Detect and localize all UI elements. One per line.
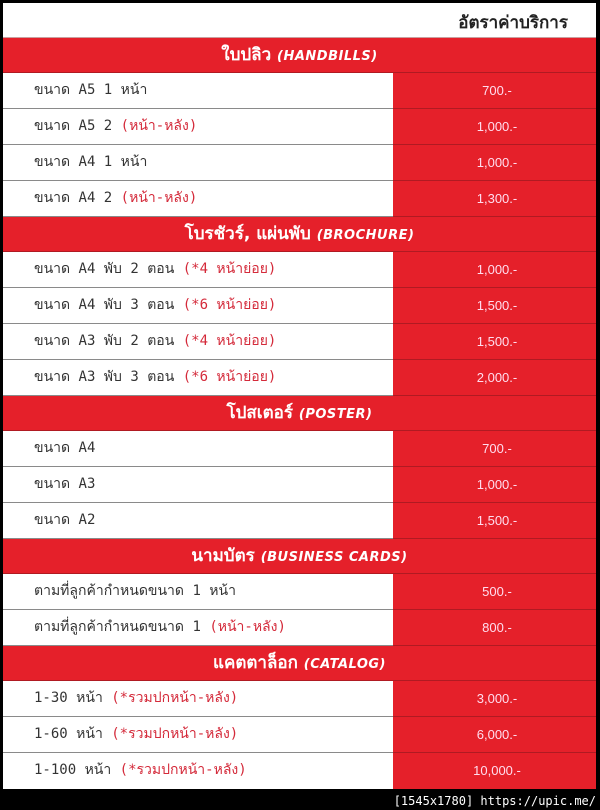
item-note: (หน้า-หลัง) <box>120 190 198 206</box>
item-label <box>3 181 393 217</box>
item-note: (*6 หน้าย่อย) <box>182 297 277 313</box>
item-price: 1,500.- <box>393 324 596 360</box>
item-text: 1-30 หน้า <box>34 690 112 706</box>
section-header-brochure <box>3 217 596 252</box>
table-row <box>3 288 596 324</box>
item-text: ขนาด A4 2 <box>34 190 121 206</box>
section-header-catalog <box>3 646 596 681</box>
section-title-th: แคตตาล็อก <box>212 653 298 673</box>
item-price: 1,000.- <box>393 252 596 288</box>
section-title-th: นามบัตร <box>191 546 255 566</box>
item-price: 1,000.- <box>393 467 596 503</box>
item-price: 3,000.- <box>393 681 596 717</box>
item-price: 1,300.- <box>393 181 596 217</box>
section-title-en: (CATALOG) <box>303 657 386 672</box>
table-row <box>3 610 596 646</box>
section-title-th: โบรชัวร์, แผ่นพับ <box>184 224 311 244</box>
table-row <box>3 681 596 717</box>
item-label <box>3 467 393 503</box>
item-note: (หน้า-หลัง) <box>209 619 286 635</box>
item-note: (*6 หน้าย่อย) <box>182 369 277 385</box>
item-label <box>3 574 393 610</box>
table-row <box>3 753 596 789</box>
item-label <box>3 431 393 467</box>
item-text: ขนาด A5 1 หน้า <box>34 82 148 98</box>
item-text: ขนาด A4 พับ 3 ตอน <box>34 297 183 313</box>
item-text: ขนาด A3 พับ 3 ตอน <box>34 369 183 385</box>
item-text: 1-60 หน้า <box>34 726 112 742</box>
section-title-en: (BUSINESS CARDS) <box>260 550 408 565</box>
item-label <box>3 288 393 324</box>
table-row <box>3 360 596 396</box>
item-text: ขนาด A3 พับ 2 ตอน <box>34 333 183 349</box>
item-price: 2,000.- <box>393 360 596 396</box>
item-price: 800.- <box>393 610 596 646</box>
item-price: 700.- <box>393 73 596 109</box>
table-row <box>3 252 596 288</box>
item-price: 700.- <box>393 431 596 467</box>
table-row <box>3 145 596 181</box>
item-price: 500.- <box>393 574 596 610</box>
item-note: (*รวมปกหน้า-หลัง) <box>111 690 239 706</box>
table-row <box>3 73 596 109</box>
item-price: 1,500.- <box>393 288 596 324</box>
item-label <box>3 145 393 181</box>
item-price: 6,000.- <box>393 717 596 753</box>
item-price: 1,500.- <box>393 503 596 539</box>
item-label <box>3 503 393 539</box>
item-note: (*4 หน้าย่อย) <box>182 333 277 349</box>
section-header-handbills <box>3 38 596 73</box>
table-row <box>3 467 596 503</box>
page-title: อัตราค่าบริการ <box>458 13 568 33</box>
table-row <box>3 431 596 467</box>
item-note: (หน้า-หลัง) <box>120 118 198 134</box>
item-note: (*รวมปกหน้า-หลัง) <box>119 762 247 778</box>
item-price: 1,000.- <box>393 145 596 181</box>
item-label <box>3 717 393 753</box>
item-label <box>3 610 393 646</box>
item-text: ตามที่ลูกค้ากำหนดขนาด 1 <box>34 619 210 635</box>
section-title-th: ใบปลิว <box>221 45 272 65</box>
table-row <box>3 717 596 753</box>
table-row <box>3 574 596 610</box>
item-text: ตามที่ลูกค้ากำหนดขนาด 1 หน้า <box>34 583 236 599</box>
item-text: ขนาด A4 พับ 2 ตอน <box>34 261 183 277</box>
section-title-th: โปสเตอร์ <box>226 403 293 423</box>
item-text: ขนาด A3 <box>34 476 96 492</box>
item-label <box>3 753 393 789</box>
item-label <box>3 252 393 288</box>
item-price: 10,000.- <box>393 753 596 789</box>
item-text: 1-100 หน้า <box>34 762 120 778</box>
item-label <box>3 681 393 717</box>
item-label <box>3 109 393 145</box>
footer-bar <box>0 789 600 810</box>
section-title-en: (HANDBILLS) <box>277 49 378 64</box>
price-table <box>3 3 596 789</box>
price-column-header <box>3 3 596 38</box>
item-label <box>3 73 393 109</box>
table-row <box>3 181 596 217</box>
section-header-business-cards <box>3 539 596 574</box>
table-row <box>3 503 596 539</box>
item-text: ขนาด A4 <box>34 440 96 456</box>
item-text: ขนาด A4 1 หน้า <box>34 154 148 170</box>
item-label <box>3 324 393 360</box>
item-label <box>3 360 393 396</box>
item-text: ขนาด A5 2 <box>34 118 121 134</box>
item-price: 1,000.- <box>393 109 596 145</box>
item-note: (*4 หน้าย่อย) <box>182 261 277 277</box>
watermark: [1545x1780] https://upic.me/ <box>393 794 596 808</box>
table-row <box>3 109 596 145</box>
section-header-poster <box>3 396 596 431</box>
table-row <box>3 324 596 360</box>
section-title-en: (BROCHURE) <box>316 228 415 243</box>
item-note: (*รวมปกหน้า-หลัง) <box>111 726 239 742</box>
item-text: ขนาด A2 <box>34 512 96 528</box>
section-title-en: (POSTER) <box>298 407 373 422</box>
